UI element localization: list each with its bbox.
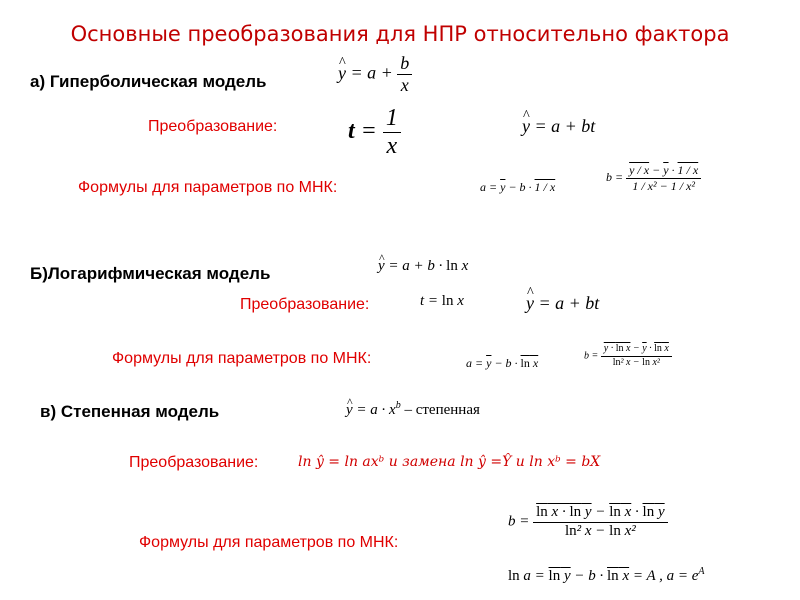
hyperbolic-transform-label: Преобразование: xyxy=(148,118,278,135)
hyperbolic-transform-formula: t = $\frac{1}{x}$ xyxy=(348,106,401,159)
logarithmic-model-heading: Б)Логарифмическая модель xyxy=(30,264,271,283)
power-a-formula: ln a = ln y − b · ln x = A , $a = e^A$ xyxy=(508,566,705,584)
hyperbolic-model-heading: а) Гиперболическая модель xyxy=(30,72,267,91)
hyperbolic-mnk-label: Формулы для параметров по МНК: xyxy=(78,179,338,196)
power-b-formula: b = $\frac{\text{ln x · ln y − ln x · ln y}}{\text{ln² x − ln x²}}$ xyxy=(508,505,668,540)
power-transform-label: Преобразование: xyxy=(129,454,259,471)
page-title: Основные преобразования для НПР относительно фактора xyxy=(70,22,730,46)
power-model-formula: ^ $y = a \cdot x^b$ – степенная xyxy=(346,400,480,419)
hyperbolic-b-formula: b = $\frac{y / x - \overline{y} \cdot 1 / x}{\text{1 / x² − 1 / x²}}$ xyxy=(606,164,701,192)
hyperbolic-model-formula: ^ y = a + $\frac{b}{x}$ xyxy=(338,54,412,95)
logarithmic-model-formula: ^ y = a + b · ln x xyxy=(378,258,468,275)
power-transform-formula: ln ŷ = ln axᵇ и замена ln ŷ =Ŷ и ln xᵇ = bX xyxy=(298,454,601,470)
logarithmic-a-formula: $a = \overline{y} - b \cdot \ln x$ xyxy=(466,356,539,370)
power-mnk-label: Формулы для параметров по МНК: xyxy=(139,534,399,551)
logarithmic-mnk-label: Формулы для параметров по МНК: xyxy=(112,350,372,367)
hyperbolic-a-formula: $a = \overline{y} - b \cdot 1 / x$ xyxy=(480,180,556,194)
logarithmic-transform-formula: t = ln x xyxy=(420,293,464,309)
logarithmic-linear-formula: ^ y = a + bt xyxy=(526,293,599,314)
logarithmic-b-formula: b = $\frac{y \cdot \ln x - \overline{y} \cdot \ln x}{\text{ln² x − ln x²}}$ xyxy=(584,344,672,368)
power-model-suffix: – степенная xyxy=(404,402,480,418)
logarithmic-transform-label: Преобразование: xyxy=(240,296,370,313)
hyperbolic-linear-formula: ^ y = a + bt xyxy=(522,116,595,137)
power-model-heading: в) Степенная модель xyxy=(40,402,220,421)
